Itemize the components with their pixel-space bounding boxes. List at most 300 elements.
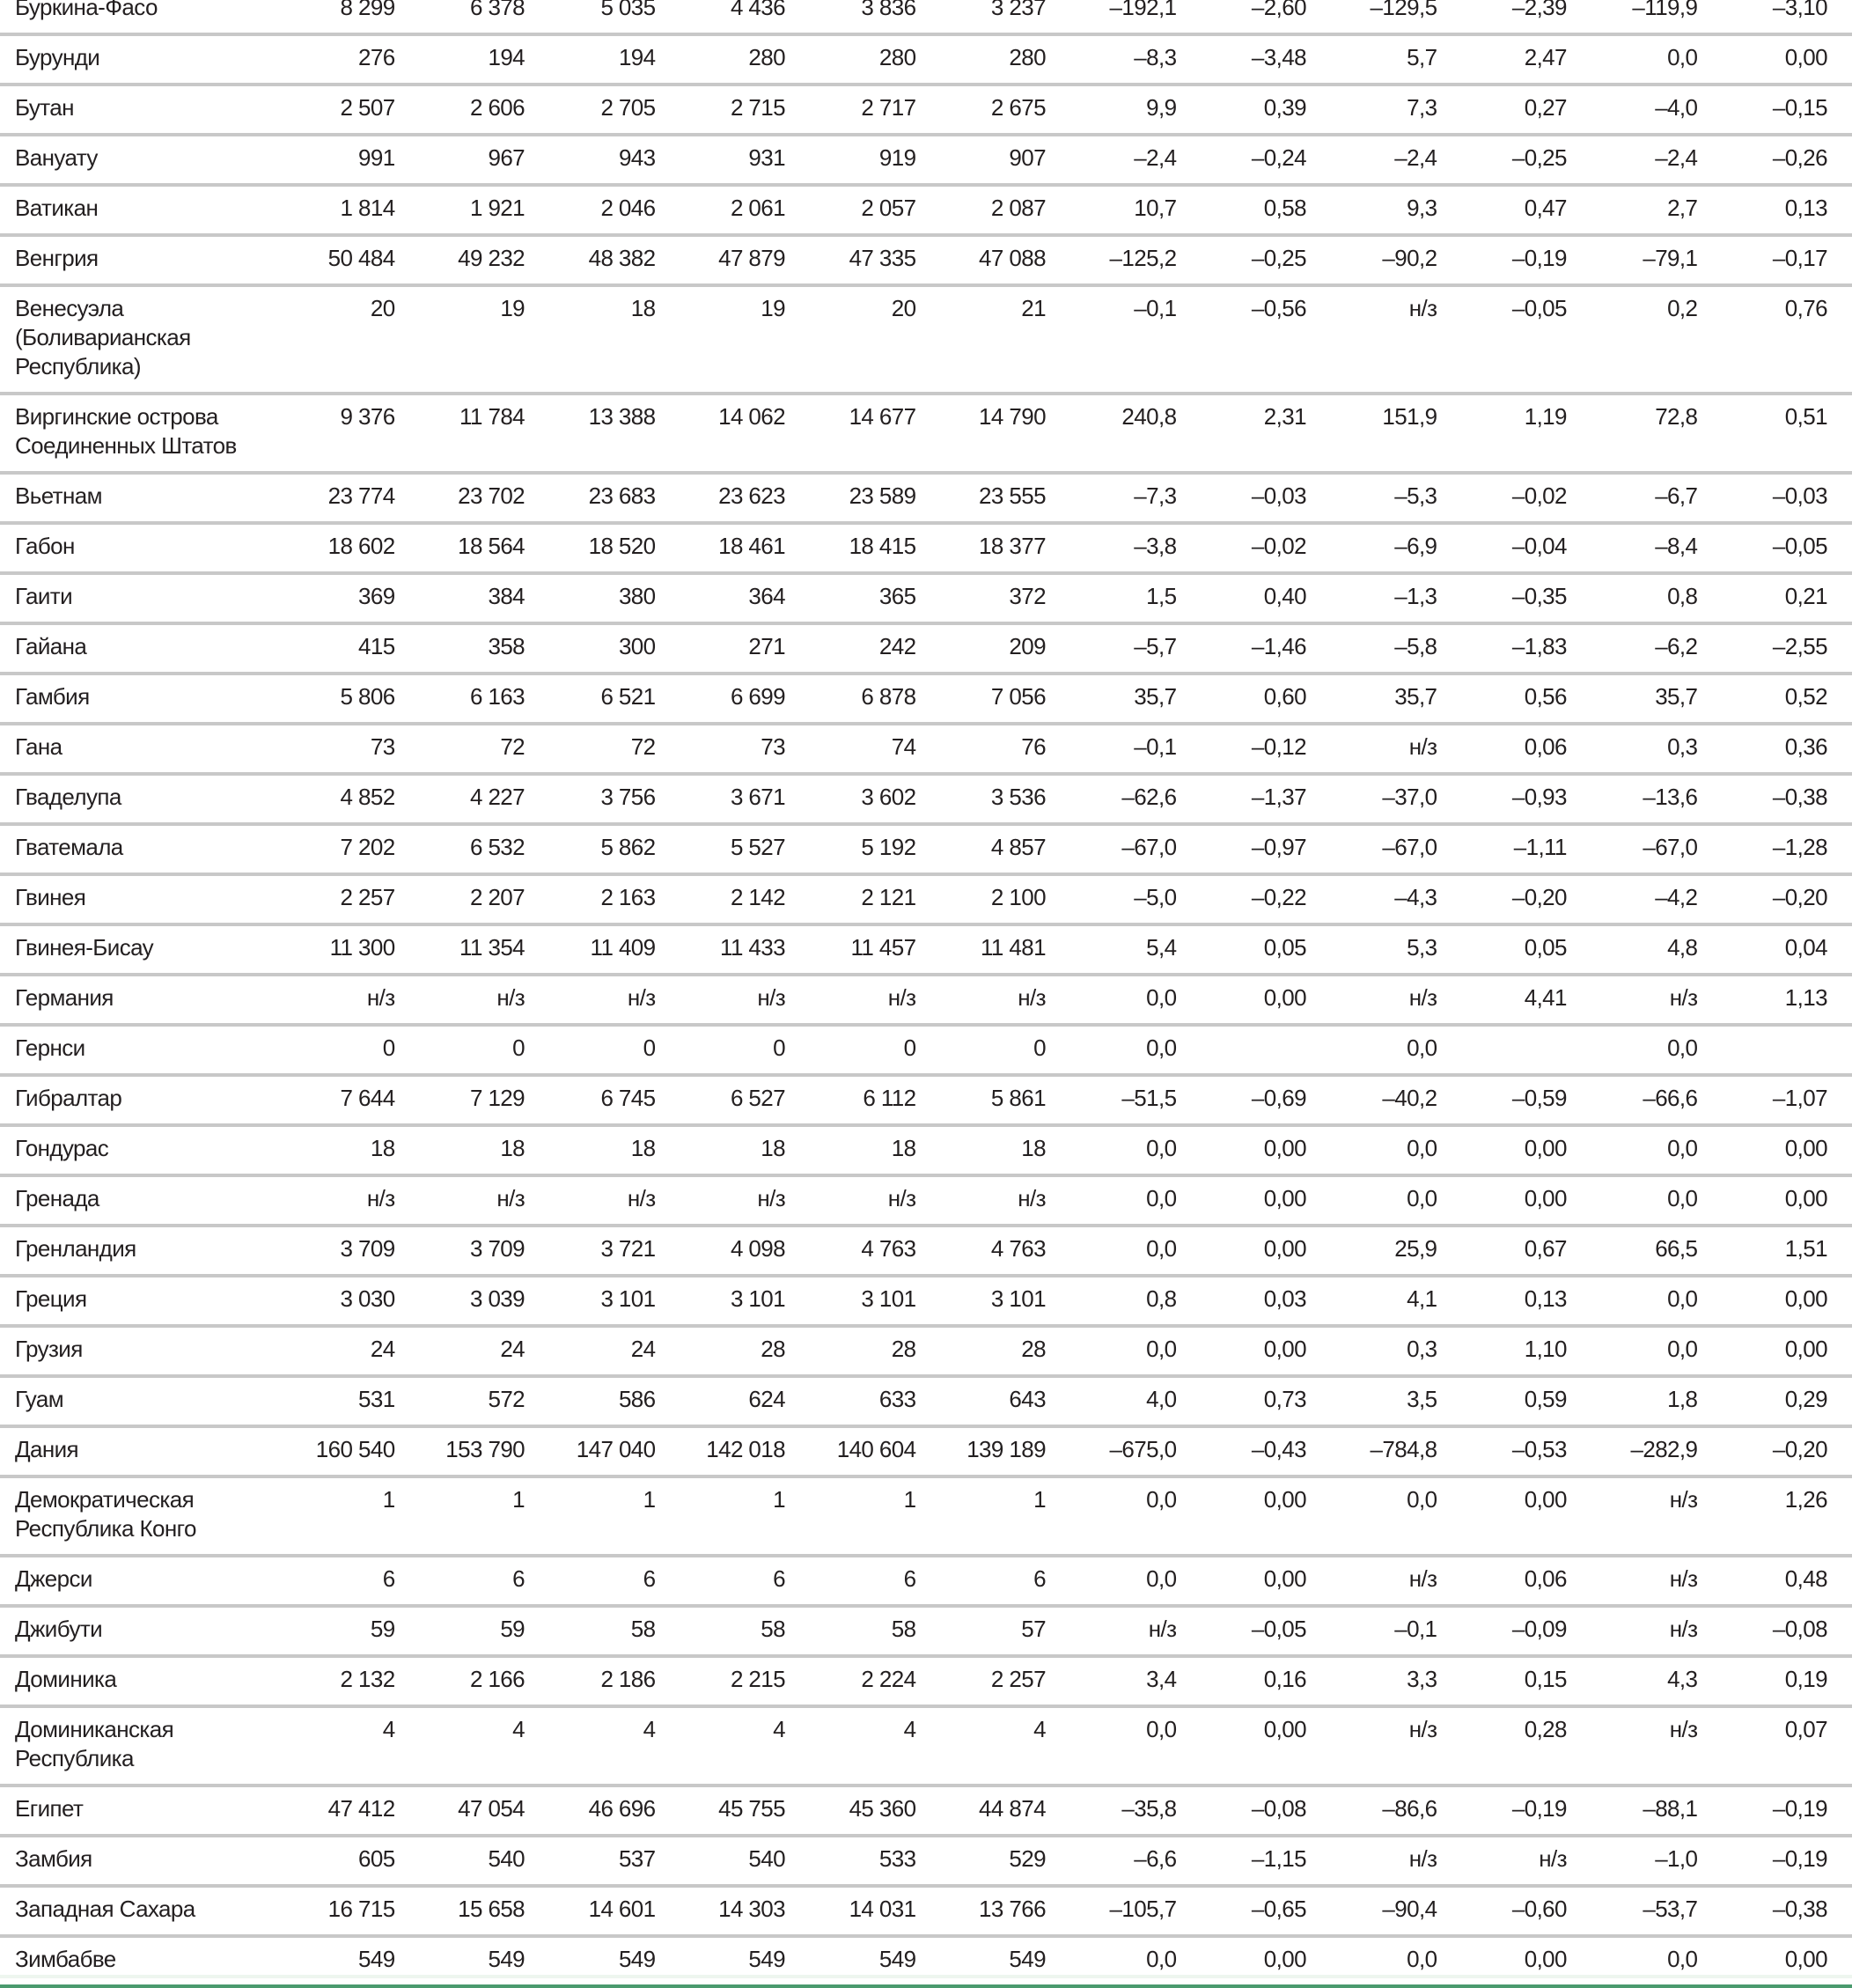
value-cell: 73 <box>680 724 810 774</box>
value-cell: 4 <box>941 1706 1070 1786</box>
value-cell: 0,00 <box>1722 1175 1852 1226</box>
value-cell: 931 <box>680 135 810 185</box>
value-cell: 142 018 <box>680 1426 810 1476</box>
table-row <box>0 1376 1852 1426</box>
value-cell: –0,02 <box>1461 473 1591 523</box>
value-cell: 0,58 <box>1201 185 1330 235</box>
value-cell: 0,67 <box>1461 1226 1591 1276</box>
table-row <box>0 473 1852 523</box>
value-cell: 533 <box>810 1836 940 1886</box>
value-cell: 139 189 <box>941 1426 1070 1476</box>
value-cell: 0,0 <box>1070 1556 1201 1606</box>
value-cell: 72 <box>420 724 549 774</box>
country-name: Гвинея <box>0 874 289 924</box>
country-name: Дания <box>0 1426 289 1476</box>
value-cell: –90,2 <box>1331 235 1461 285</box>
value-cell: –1,15 <box>1201 1836 1330 1886</box>
value-cell: –6,6 <box>1070 1836 1201 1886</box>
table-row <box>0 824 1852 874</box>
value-cell: 48 382 <box>549 235 680 285</box>
value-cell: –1,0 <box>1591 1836 1722 1886</box>
value-cell: –4,3 <box>1331 874 1461 924</box>
value-cell: –0,53 <box>1461 1426 1591 1476</box>
value-cell: 0,0 <box>1070 1326 1201 1376</box>
value-cell: н/з <box>1331 285 1461 394</box>
value-cell: 549 <box>420 1936 549 1986</box>
value-cell: 271 <box>680 623 810 674</box>
value-cell: 2 257 <box>941 1656 1070 1706</box>
value-cell: 24 <box>289 1326 419 1376</box>
country-name: Гондурас <box>0 1125 289 1175</box>
value-cell: 5 861 <box>941 1075 1070 1125</box>
value-cell: 0,0 <box>1070 1025 1201 1075</box>
value-cell: –0,03 <box>1201 473 1330 523</box>
value-cell: 2 046 <box>549 185 680 235</box>
value-cell: –0,22 <box>1201 874 1330 924</box>
value-cell: 0,00 <box>1201 1226 1330 1276</box>
value-cell: 0,0 <box>1331 1476 1461 1556</box>
value-cell: 605 <box>289 1836 419 1886</box>
value-cell: –1,11 <box>1461 824 1591 874</box>
value-cell: –7,3 <box>1070 473 1201 523</box>
value-cell: 5 192 <box>810 824 940 874</box>
value-cell: н/з <box>420 975 549 1025</box>
country-name: Замбия <box>0 1836 289 1886</box>
value-cell: 58 <box>549 1606 680 1656</box>
value-cell: –51,5 <box>1070 1075 1201 1125</box>
value-cell: 0 <box>420 1025 549 1075</box>
value-cell: 59 <box>289 1606 419 1656</box>
value-cell: 0,59 <box>1461 1376 1591 1426</box>
table-row <box>0 1656 1852 1706</box>
value-cell: 4 <box>680 1706 810 1786</box>
value-cell <box>1201 1025 1330 1075</box>
value-cell: 6 <box>810 1556 940 1606</box>
value-cell: –90,4 <box>1331 1886 1461 1936</box>
table-row <box>0 85 1852 135</box>
country-name: Гваделупа <box>0 774 289 824</box>
value-cell: н/з <box>941 1175 1070 1226</box>
value-cell: –4,0 <box>1591 85 1722 135</box>
value-cell: 35,7 <box>1591 674 1722 724</box>
value-cell: 6 699 <box>680 674 810 724</box>
value-cell: 209 <box>941 623 1070 674</box>
table-row <box>0 573 1852 623</box>
country-name: Гуам <box>0 1376 289 1426</box>
value-cell: 23 589 <box>810 473 940 523</box>
value-cell: –0,05 <box>1201 1606 1330 1656</box>
value-cell: н/з <box>680 1175 810 1226</box>
value-cell: 18 <box>680 1125 810 1175</box>
value-cell: –3,48 <box>1201 34 1330 85</box>
value-cell: 384 <box>420 573 549 623</box>
value-cell <box>1722 1025 1852 1075</box>
country-name: Габон <box>0 523 289 573</box>
value-cell: 13 766 <box>941 1886 1070 1936</box>
value-cell: –2,4 <box>1070 135 1201 185</box>
value-cell: –5,3 <box>1331 473 1461 523</box>
value-cell: 2,47 <box>1461 34 1591 85</box>
value-cell: 624 <box>680 1376 810 1426</box>
value-cell: 23 555 <box>941 473 1070 523</box>
value-cell: –0,19 <box>1461 1786 1591 1836</box>
country-name: Доминика <box>0 1656 289 1706</box>
table-row <box>0 1836 1852 1886</box>
value-cell: –5,7 <box>1070 623 1201 674</box>
table-row <box>0 724 1852 774</box>
value-cell: 24 <box>549 1326 680 1376</box>
value-cell: 35,7 <box>1331 674 1461 724</box>
value-cell: –0,05 <box>1461 285 1591 394</box>
value-cell: 4,3 <box>1591 1656 1722 1706</box>
value-cell: 9 376 <box>289 394 419 473</box>
value-cell: –1,46 <box>1201 623 1330 674</box>
value-cell: 13 388 <box>549 394 680 473</box>
value-cell: 0,0 <box>1070 1706 1201 1786</box>
value-cell: 9,9 <box>1070 85 1201 135</box>
value-cell: 16 715 <box>289 1886 419 1936</box>
value-cell: –5,8 <box>1331 623 1461 674</box>
value-cell: 4,0 <box>1070 1376 1201 1426</box>
value-cell: 3 536 <box>941 774 1070 824</box>
value-cell: 7 644 <box>289 1075 419 1125</box>
value-cell: 3,3 <box>1331 1656 1461 1706</box>
value-cell: 11 784 <box>420 394 549 473</box>
country-name: Зимбабве <box>0 1936 289 1986</box>
value-cell: 3 101 <box>941 1276 1070 1326</box>
value-cell: 3,5 <box>1331 1376 1461 1426</box>
value-cell: –0,04 <box>1461 523 1591 573</box>
value-cell: 0,0 <box>1070 1226 1201 1276</box>
value-cell: 6 163 <box>420 674 549 724</box>
value-cell: 7 056 <box>941 674 1070 724</box>
value-cell: 47 335 <box>810 235 940 285</box>
value-cell: 0,21 <box>1722 573 1852 623</box>
country-name: Западная Сахара <box>0 1886 289 1936</box>
value-cell: 240,8 <box>1070 394 1201 473</box>
value-cell: 2 675 <box>941 85 1070 135</box>
value-cell: 18 <box>549 285 680 394</box>
value-cell: 11 433 <box>680 924 810 975</box>
value-cell: –675,0 <box>1070 1426 1201 1476</box>
value-cell: –4,2 <box>1591 874 1722 924</box>
value-cell: 0 <box>289 1025 419 1075</box>
value-cell: 3,4 <box>1070 1656 1201 1706</box>
value-cell: 0,13 <box>1722 185 1852 235</box>
value-cell: 2 121 <box>810 874 940 924</box>
value-cell: 531 <box>289 1376 419 1426</box>
value-cell: н/з <box>1331 975 1461 1025</box>
value-cell: 3 709 <box>289 1226 419 1276</box>
value-cell: –37,0 <box>1331 774 1461 824</box>
value-cell: 6 112 <box>810 1075 940 1125</box>
value-cell: –0,03 <box>1722 473 1852 523</box>
value-cell: –0,19 <box>1461 235 1591 285</box>
value-cell: 1,8 <box>1591 1376 1722 1426</box>
value-cell: 3 756 <box>549 774 680 824</box>
value-cell: 0 <box>680 1025 810 1075</box>
value-cell: 15 658 <box>420 1886 549 1936</box>
country-name: Демократическая Республика Конго <box>0 1476 289 1556</box>
country-name: Гватемала <box>0 824 289 874</box>
value-cell: 0,47 <box>1461 185 1591 235</box>
value-cell: 0,00 <box>1201 1476 1330 1556</box>
value-cell: –2,4 <box>1331 135 1461 185</box>
value-cell: 73 <box>289 724 419 774</box>
value-cell: –6,7 <box>1591 473 1722 523</box>
value-cell: 28 <box>810 1326 940 1376</box>
value-cell: –0,38 <box>1722 774 1852 824</box>
value-cell: –0,43 <box>1201 1426 1330 1476</box>
table-row <box>0 523 1852 573</box>
value-cell: 0,00 <box>1201 1706 1330 1786</box>
value-cell: –0,35 <box>1461 573 1591 623</box>
value-cell: –2,4 <box>1591 135 1722 185</box>
value-cell: –0,1 <box>1331 1606 1461 1656</box>
value-cell: 0,00 <box>1461 1936 1591 1986</box>
country-name: Джерси <box>0 1556 289 1606</box>
value-cell: 6 <box>680 1556 810 1606</box>
value-cell: 0,27 <box>1461 85 1591 135</box>
value-cell: 3 721 <box>549 1226 680 1276</box>
country-name: Гибралтар <box>0 1075 289 1125</box>
country-name: Гренландия <box>0 1226 289 1276</box>
value-cell: 25,9 <box>1331 1226 1461 1276</box>
value-cell: 2 087 <box>941 185 1070 235</box>
table-row <box>0 1426 1852 1476</box>
value-cell: 6 <box>549 1556 680 1606</box>
country-name: Греция <box>0 1276 289 1326</box>
value-cell: 58 <box>810 1606 940 1656</box>
value-cell: 18 602 <box>289 523 419 573</box>
value-cell: 14 677 <box>810 394 940 473</box>
value-cell: н/з <box>810 1175 940 1226</box>
country-name: Гана <box>0 724 289 774</box>
value-cell: 0,8 <box>1070 1276 1201 1326</box>
value-cell: 3 101 <box>680 1276 810 1326</box>
value-cell: 967 <box>420 135 549 185</box>
value-cell: 572 <box>420 1376 549 1426</box>
value-cell: 549 <box>680 1936 810 1986</box>
value-cell: 0,00 <box>1722 1125 1852 1175</box>
value-cell: 372 <box>941 573 1070 623</box>
value-cell: 0,60 <box>1201 674 1330 724</box>
value-cell: –0,56 <box>1201 285 1330 394</box>
value-cell: –0,1 <box>1070 724 1201 774</box>
table-row <box>0 1025 1852 1075</box>
table-row <box>0 1886 1852 1936</box>
table-row <box>0 185 1852 235</box>
value-cell: 18 461 <box>680 523 810 573</box>
value-cell: 3 836 <box>810 0 940 34</box>
value-cell: 358 <box>420 623 549 674</box>
value-cell: 47 088 <box>941 235 1070 285</box>
country-name: Египет <box>0 1786 289 1836</box>
value-cell: н/з <box>1331 1836 1461 1886</box>
value-cell: 11 300 <box>289 924 419 975</box>
value-cell: н/з <box>680 975 810 1025</box>
value-cell: 11 409 <box>549 924 680 975</box>
value-cell: –0,25 <box>1201 235 1330 285</box>
value-cell: 14 790 <box>941 394 1070 473</box>
value-cell: –0,08 <box>1722 1606 1852 1656</box>
value-cell: –0,1 <box>1070 285 1201 394</box>
country-name: Гайана <box>0 623 289 674</box>
country-name: Бутан <box>0 85 289 135</box>
value-cell: 0,0 <box>1591 1936 1722 1986</box>
value-cell: 0,00 <box>1722 1276 1852 1326</box>
value-cell: 14 031 <box>810 1886 940 1936</box>
value-cell: 2 215 <box>680 1656 810 1706</box>
value-cell: 21 <box>941 285 1070 394</box>
value-cell: –0,20 <box>1722 874 1852 924</box>
value-cell: 4,8 <box>1591 924 1722 975</box>
value-cell: –6,2 <box>1591 623 1722 674</box>
value-cell: 4 763 <box>941 1226 1070 1276</box>
table-row <box>0 924 1852 975</box>
value-cell: –2,55 <box>1722 623 1852 674</box>
table-row <box>0 1936 1852 1986</box>
value-cell: –67,0 <box>1591 824 1722 874</box>
value-cell: 11 457 <box>810 924 940 975</box>
value-cell: 2 207 <box>420 874 549 924</box>
value-cell: 0,05 <box>1201 924 1330 975</box>
value-cell: –0,38 <box>1722 1886 1852 1936</box>
value-cell: 0,19 <box>1722 1656 1852 1706</box>
value-cell: 1,13 <box>1722 975 1852 1025</box>
value-cell: 537 <box>549 1836 680 1886</box>
value-cell: –5,0 <box>1070 874 1201 924</box>
value-cell: –105,7 <box>1070 1886 1201 1936</box>
value-cell: 5 035 <box>549 0 680 34</box>
value-cell: 0,0 <box>1591 1125 1722 1175</box>
value-cell: 2 715 <box>680 85 810 135</box>
value-cell: –784,8 <box>1331 1426 1461 1476</box>
value-cell: 540 <box>680 1836 810 1886</box>
value-cell: 6 <box>289 1556 419 1606</box>
value-cell: н/з <box>1331 724 1461 774</box>
value-cell: 0,04 <box>1722 924 1852 975</box>
value-cell: –0,19 <box>1722 1836 1852 1886</box>
value-cell: 2 705 <box>549 85 680 135</box>
value-cell: –0,26 <box>1722 135 1852 185</box>
value-cell: 0,0 <box>1591 1326 1722 1376</box>
value-cell: 44 874 <box>941 1786 1070 1836</box>
value-cell: –129,5 <box>1331 0 1461 34</box>
value-cell: 76 <box>941 724 1070 774</box>
value-cell: 7,3 <box>1331 85 1461 135</box>
value-cell: –0,05 <box>1722 523 1852 573</box>
value-cell: 3 039 <box>420 1276 549 1326</box>
value-cell: 0,3 <box>1591 724 1722 774</box>
value-cell: 14 601 <box>549 1886 680 1936</box>
value-cell: –79,1 <box>1591 235 1722 285</box>
value-cell: 586 <box>549 1376 680 1426</box>
value-cell: 0,39 <box>1201 85 1330 135</box>
value-cell: 46 696 <box>549 1786 680 1836</box>
value-cell: –35,8 <box>1070 1786 1201 1836</box>
value-cell: 140 604 <box>810 1426 940 1476</box>
value-cell: –86,6 <box>1331 1786 1461 1836</box>
value-cell: 4 <box>420 1706 549 1786</box>
value-cell: 4 857 <box>941 824 1070 874</box>
value-cell: 0,8 <box>1591 573 1722 623</box>
value-cell: 4 227 <box>420 774 549 824</box>
value-cell: 3 671 <box>680 774 810 824</box>
value-cell: 0 <box>941 1025 1070 1075</box>
value-cell: 0,00 <box>1201 1125 1330 1175</box>
value-cell: 0,0 <box>1591 34 1722 85</box>
country-name: Буркина-Фасо <box>0 0 289 34</box>
value-cell: –1,07 <box>1722 1075 1852 1125</box>
value-cell: 4 763 <box>810 1226 940 1276</box>
value-cell: 0,00 <box>1201 1936 1330 1986</box>
value-cell: 0,29 <box>1722 1376 1852 1426</box>
value-cell: 0,00 <box>1722 1936 1852 1986</box>
value-cell: 276 <box>289 34 419 85</box>
value-cell: 0,51 <box>1722 394 1852 473</box>
value-cell: 0,52 <box>1722 674 1852 724</box>
value-cell: 19 <box>420 285 549 394</box>
value-cell: 2 057 <box>810 185 940 235</box>
value-cell: н/з <box>1461 1836 1591 1886</box>
value-cell: 28 <box>680 1326 810 1376</box>
value-cell: 0,13 <box>1461 1276 1591 1326</box>
value-cell: 18 <box>810 1125 940 1175</box>
table-row <box>0 1706 1852 1786</box>
value-cell: –6,9 <box>1331 523 1461 573</box>
value-cell: 0,00 <box>1461 1125 1591 1175</box>
value-cell: 147 040 <box>549 1426 680 1476</box>
value-cell: 1,51 <box>1722 1226 1852 1276</box>
value-cell: 2,31 <box>1201 394 1330 473</box>
value-cell: 549 <box>289 1936 419 1986</box>
country-name: Бурунди <box>0 34 289 85</box>
value-cell: –1,83 <box>1461 623 1591 674</box>
value-cell: н/з <box>549 975 680 1025</box>
value-cell: 18 <box>941 1125 1070 1175</box>
value-cell: 1 921 <box>420 185 549 235</box>
country-name: Вануату <box>0 135 289 185</box>
value-cell: 3 709 <box>420 1226 549 1276</box>
value-cell: 2 717 <box>810 85 940 135</box>
value-cell: 0,05 <box>1461 924 1591 975</box>
value-cell: н/з <box>1591 1706 1722 1786</box>
value-cell: –0,17 <box>1722 235 1852 285</box>
value-cell: 0,0 <box>1591 1025 1722 1075</box>
value-cell: –125,2 <box>1070 235 1201 285</box>
value-cell: 58 <box>680 1606 810 1656</box>
country-name: Ватикан <box>0 185 289 235</box>
value-cell: 1 814 <box>289 185 419 235</box>
value-cell: 0,3 <box>1331 1326 1461 1376</box>
table-row <box>0 34 1852 85</box>
value-cell: –0,93 <box>1461 774 1591 824</box>
value-cell: 0,00 <box>1201 975 1330 1025</box>
value-cell: –0,65 <box>1201 1886 1330 1936</box>
table-row <box>0 1556 1852 1606</box>
value-cell: 3 030 <box>289 1276 419 1326</box>
value-cell: 2,7 <box>1591 185 1722 235</box>
value-cell: 300 <box>549 623 680 674</box>
value-cell: н/з <box>1331 1556 1461 1606</box>
value-cell: 1 <box>810 1476 940 1556</box>
value-cell: 0,0 <box>1591 1175 1722 1226</box>
table-row <box>0 0 1852 34</box>
value-cell: 5 862 <box>549 824 680 874</box>
table-row <box>0 774 1852 824</box>
value-cell: –0,60 <box>1461 1886 1591 1936</box>
